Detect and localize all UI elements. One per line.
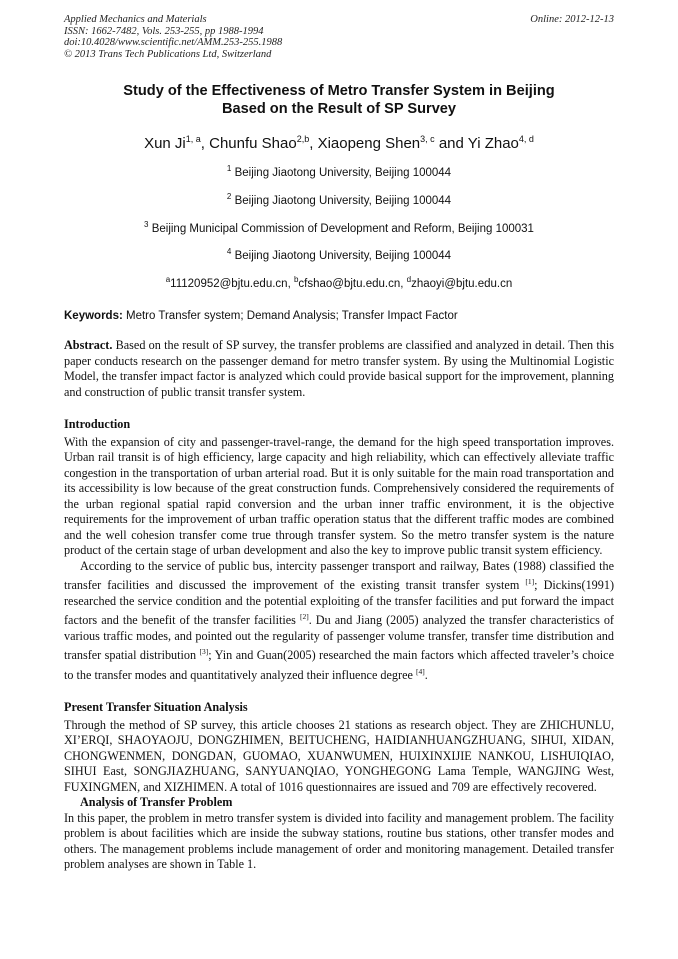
email-text: cfshao@bjtu.edu.cn, <box>298 278 407 291</box>
email-sup: b <box>293 275 299 285</box>
citation-ref[interactable]: [4] <box>415 666 425 676</box>
email-text: 11120952@bjtu.edu.cn, <box>170 278 294 291</box>
intro-paragraph-1: With the expansion of city and passenger-travel-range, the demand for the high speed transportation improves. Urban rail transit is of high efficiency, large capacity and high reliability, which can effectively alleviate traffic congestion in the transportation of urban arterial road. But it is only suitable for the main road transportation and its accessibility is low because of the great construction funds. Comprehensively considered the requirements of the urban regional spatial rapid conversion and the urban inner traffic environment, it is the objective requirements for the improvement of urban traffic operation status that the different traffic modes are combined and the well cohesion transfer come true through transfer system. So the metro transfer system is the nature product of the certain stage of urban development and also the key to improve public transit system efficiency. <box>64 434 614 558</box>
affiliation-text: Beijing Municipal Commission of Development and Reform, Beijing 100031 <box>148 222 534 235</box>
email-line <box>64 268 614 296</box>
affiliation-text: Beijing Jiaotong University, Beijing 100044 <box>231 166 452 179</box>
subsection-heading: Analysis of Transfer Problem <box>80 795 233 810</box>
issn-line: ISSN: 1662-7482, Vols. 253-255, pp 1988-1994 <box>64 25 264 37</box>
affiliation <box>64 240 614 268</box>
email-text: zhaoyi@bjtu.edu.cn <box>411 278 513 291</box>
section-heading-introduction: Introduction <box>64 417 131 432</box>
journal-header <box>64 14 614 60</box>
affiliation-text: Beijing Jiaotong University, Beijing 100044 <box>231 194 452 207</box>
intro-text: . <box>424 667 428 682</box>
author-sep: and <box>434 135 468 152</box>
affiliation-sup: 4 <box>226 247 232 257</box>
abstract-label: Abstract. <box>64 338 113 353</box>
section-heading-present: Present Transfer Situation Analysis <box>64 700 248 715</box>
affiliation-sup: 1 <box>226 164 232 173</box>
intro-paragraph-2 <box>64 559 614 684</box>
citation-ref[interactable]: [2] <box>299 612 309 622</box>
author-sup: 4, d <box>518 134 534 144</box>
author-sup: 2,b <box>296 134 310 144</box>
online-date: Online: 2012-12-13 <box>530 14 614 25</box>
journal-name: Applied Mechanics and Materials <box>64 14 207 25</box>
doi-line: doi:10.4028/www.scientific.net/AMM.253-255.1988 <box>64 37 283 48</box>
citation-ref[interactable]: [1] <box>525 577 535 587</box>
affiliation-sup: 3 <box>144 219 149 229</box>
intro-text: According to the service of public bus, intercity passenger transport and railway, Bates (1988) classified the transfer facilities and discussed the improvement of the existing transit transfer system <box>64 558 614 593</box>
intro-text: . Du and Jiang (2005) analyzed the transfer characteristics of various traffic modes, and pointed out the regularity of passenger volume transfer, transfer time distribution and transfer spatial distribution <box>64 613 614 663</box>
author-sup: 1, a <box>185 134 201 144</box>
present-paragraph-1: Through the method of SP survey, this article chooses 21 stations as research object. They are ZHICHUNLU, XI’ERQI, SHAOYAOJU, DONGZHIMEN, BEITUCHENG, HAIDIANHUANGZHUANG, SIHUI, XIDAN, CHONGWENMEN, DONGDAN, GUOMAO, XUANWUMEN, HUIXINXIJIE NANKOU, LISHUIQIAO, SIHUI East, SONGJIAZHUANG, SANYUANQIAO, YONGHEGONG Lama Temple, WANGJING West, FUXINGMEN, and XIZHIMEN. A total of 1016 questionnaires are issued and 709 are effectively recovered. <box>64 717 614 794</box>
title-line-2: Based on the Result of SP Survey <box>221 101 457 117</box>
keywords <box>64 310 614 322</box>
intro-text: ; Dickins(1991) researched the service condition and the potential exploiting of the transfer facilities and put forward the impact factors and the benefit of the transfer facilities <box>64 578 615 628</box>
paper-title <box>64 82 614 118</box>
copyright-line: © 2013 Trans Tech Publications Ltd, Switzerland <box>64 48 272 60</box>
citation-ref[interactable]: [3] <box>199 647 209 657</box>
affiliation <box>64 213 614 241</box>
author-name: Xiaopeng Shen <box>317 135 421 152</box>
author-sep: , <box>200 135 210 152</box>
author-name: Yi Zhao <box>467 135 519 152</box>
email-sup: a <box>165 275 171 285</box>
keywords-label: Keywords: <box>64 310 123 323</box>
keywords-text: Metro Transfer system; Demand Analysis; Transfer Impact Factor <box>122 310 458 323</box>
affiliation <box>64 157 614 185</box>
present-paragraph-2: In this paper, the problem in metro transfer system is divided into facility and management problem. The facility problem is about facilities which are inside the subway stations, routine bus stations, other transfer modes and others. The management problems include management of order and monitoring management. Detailed transfer problem analyses are shown in Table 1. <box>64 810 614 872</box>
affiliation-sup: 2 <box>226 191 232 201</box>
author-list <box>64 130 614 153</box>
abstract-text: Based on the result of SP survey, the transfer problems are classified and analyzed in detail. Then this paper conducts research on the passenger demand for metro transfer system. By using the Multinomial Logistic Model, the transfer impact factor is analyzed which could provide basical support for the improvement, planning and construction of public transit transfer system. <box>64 338 614 399</box>
intro-text: ; Yin and Guan(2005) researched the main factors which affected traveler’s choice to the transfer modes and quantitatively analyzed their influence degree <box>64 648 615 682</box>
affiliation-text: Beijing Jiaotong University, Beijing 100044 <box>231 250 452 263</box>
author-sep: , <box>309 135 318 152</box>
title-line-1: Study of the Effectiveness of Metro Transfer System in Beijing <box>123 83 555 99</box>
author-name: Chunfu Shao <box>209 135 297 152</box>
email-sup: d <box>406 275 412 285</box>
author-name: Xun Ji <box>144 135 186 152</box>
author-sup: 3, c <box>420 134 435 144</box>
affiliation <box>64 185 614 213</box>
abstract <box>64 338 614 400</box>
